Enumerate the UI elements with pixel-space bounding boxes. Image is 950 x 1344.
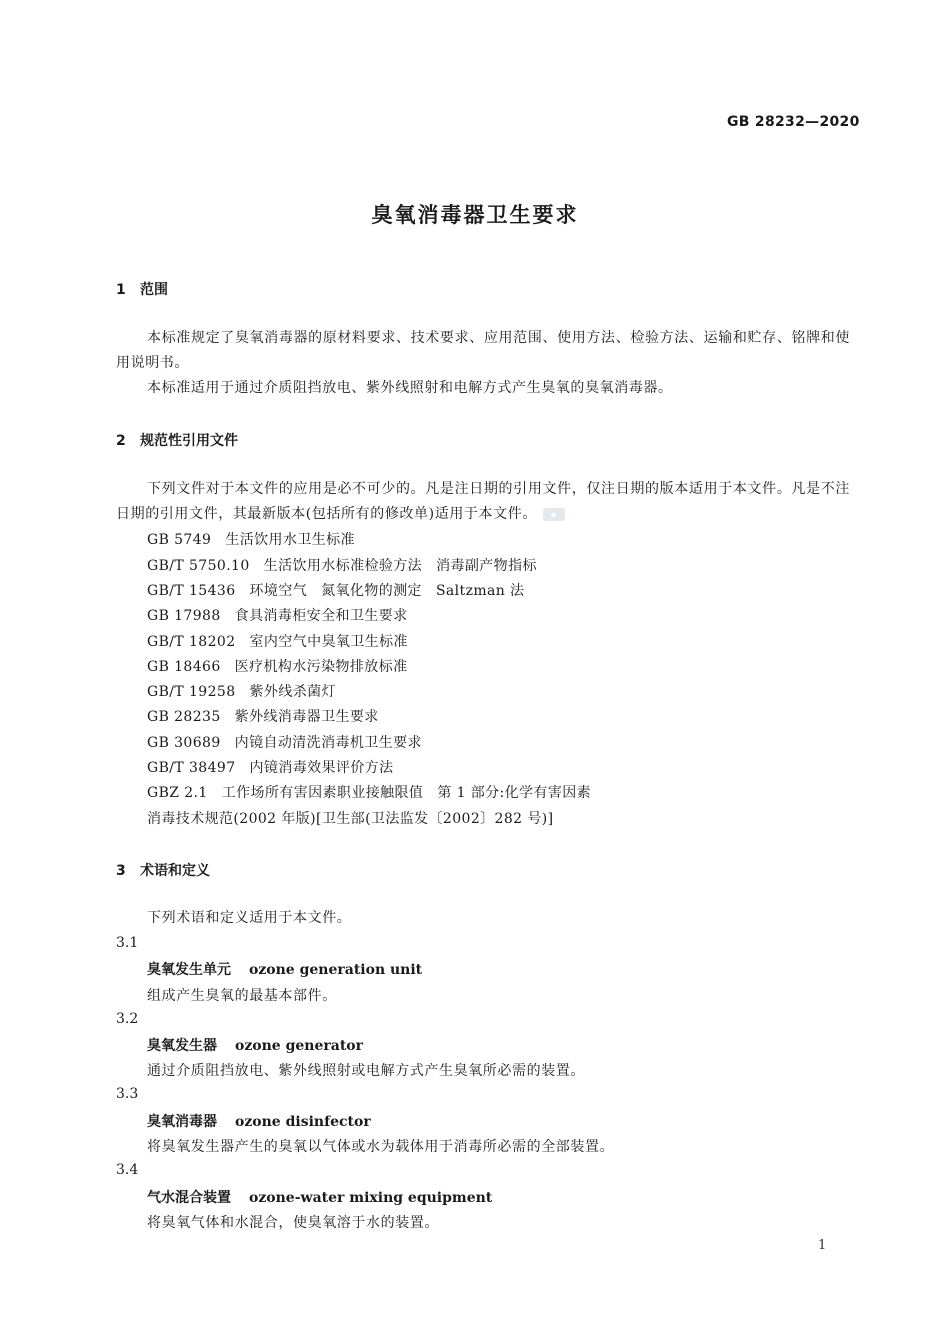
reference-code: GB/T 15436 [147, 583, 236, 599]
references-intro-paragraph [116, 477, 850, 527]
reference-title: 紫外线消毒器卫生要求 [234, 709, 379, 725]
term-name [147, 1187, 492, 1207]
term-name-en: ozone-water mixing equipment [249, 1190, 493, 1206]
references-intro-text: 下列文件对于本文件的应用是必不可少的。凡是注日期的引用文件，仅注日期的版本适用于本文件。凡是不注日期的引用文件，其最新版本(包括所有的修改单)适用于本文件。 [116, 481, 850, 522]
watermark-stamp-icon: ▪ [543, 508, 565, 521]
term-definition: 将臭氧发生器产生的臭氧以气体或水为载体用于消毒所必需的全部装置。 [147, 1139, 615, 1155]
reference-item [147, 580, 524, 600]
section-number: 3 [116, 863, 126, 879]
term-number: 3.4 [116, 1162, 139, 1178]
term-name-en: ozone generation unit [249, 962, 423, 978]
section-heading-scope [116, 279, 168, 299]
term-name [147, 1035, 363, 1055]
term-name [147, 1111, 371, 1131]
term-name-zh: 臭氧发生器 [147, 1038, 217, 1054]
reference-title: 内镜消毒效果评价方法 [249, 760, 394, 776]
reference-title: 室内空气中臭氧卫生标准 [249, 634, 408, 650]
reference-code: GB/T 19258 [147, 684, 236, 700]
page-number: 1 [818, 1238, 827, 1253]
reference-code: GB/T 38497 [147, 760, 236, 776]
term-number: 3.3 [116, 1086, 139, 1102]
term-name-en: ozone generator [235, 1038, 363, 1054]
reference-subtitle: 第 1 部分:化学有害因素 [437, 785, 592, 801]
reference-subtitle-2: Saltzman 法 [435, 583, 525, 599]
reference-item [147, 757, 394, 777]
reference-item [147, 605, 407, 625]
reference-title: 环境空气 [249, 583, 308, 599]
section-title: 范围 [140, 282, 168, 298]
reference-code: GB 30689 [147, 735, 221, 751]
term-number: 3.2 [116, 1011, 139, 1027]
term-definition: 组成产生臭氧的最基本部件。 [147, 988, 337, 1004]
reference-title: 工作场所有害因素职业接触限值 [221, 785, 424, 801]
reference-item [147, 631, 408, 651]
section-number: 2 [116, 433, 126, 449]
section-title: 术语和定义 [140, 863, 210, 879]
standard-number: GB 28232—2020 [727, 114, 860, 130]
scope-paragraph-2: 本标准适用于通过介质阻挡放电、紫外线照射和电解方式产生臭氧的臭氧消毒器。 [147, 380, 673, 396]
reference-title: 生活饮用水卫生标准 [225, 532, 355, 548]
reference-code: GB/T 18202 [147, 634, 236, 650]
section-heading-normative-references [116, 430, 238, 450]
term-name-zh: 臭氧消毒器 [147, 1114, 217, 1130]
reference-title: 紫外线杀菌灯 [249, 684, 336, 700]
reference-subtitle: 消毒副产物指标 [436, 558, 537, 574]
document-title: 臭氧消毒器卫生要求 [371, 203, 579, 227]
reference-item [147, 732, 422, 752]
section-number: 1 [116, 282, 126, 298]
term-definition: 将臭氧气体和水混合，使臭氧溶于水的装置。 [147, 1215, 439, 1231]
reference-item [147, 808, 553, 828]
term-name-zh: 臭氧发生单元 [147, 962, 231, 978]
reference-subtitle: 氮氧化物的测定 [321, 583, 422, 599]
reference-title: 医疗机构水污染物排放标准 [234, 659, 408, 675]
reference-title: 食具消毒柜安全和卫生要求 [234, 608, 408, 624]
reference-code: GB 28235 [147, 709, 221, 725]
section-title: 规范性引用文件 [140, 433, 238, 449]
term-name [147, 959, 422, 979]
reference-code: GB 5749 [147, 532, 212, 548]
reference-item [147, 555, 537, 575]
term-name-en: ozone disinfector [235, 1114, 371, 1130]
reference-item [147, 656, 407, 676]
term-definition: 通过介质阻挡放电、紫外线照射或电解方式产生臭氧所必需的装置。 [147, 1063, 585, 1079]
term-name-zh: 气水混合装置 [147, 1190, 231, 1206]
terms-intro-paragraph: 下列术语和定义适用于本文件。 [147, 910, 352, 926]
reference-code: GB/T 5750.10 [147, 558, 250, 574]
reference-item [147, 706, 379, 726]
scope-paragraph-1: 本标准规定了臭氧消毒器的原材料要求、技术要求、应用范围、使用方法、检验方法、运输和贮存、铭牌和使用说明书。 [116, 330, 850, 371]
reference-title: 生活饮用水标准检验方法 [263, 558, 423, 574]
reference-item [147, 782, 591, 802]
term-number: 3.1 [116, 935, 139, 951]
reference-item [147, 681, 336, 701]
reference-code: GBZ 2.1 [147, 785, 208, 801]
reference-item [147, 529, 355, 549]
reference-code: GB 17988 [147, 608, 221, 624]
reference-title: 内镜自动清洗消毒机卫生要求 [234, 735, 422, 751]
reference-code: GB 18466 [147, 659, 221, 675]
section-heading-terms-definitions [116, 860, 210, 880]
reference-title: 消毒技术规范(2002 年版)[卫生部(卫法监发〔2002〕282 号)] [147, 811, 554, 827]
